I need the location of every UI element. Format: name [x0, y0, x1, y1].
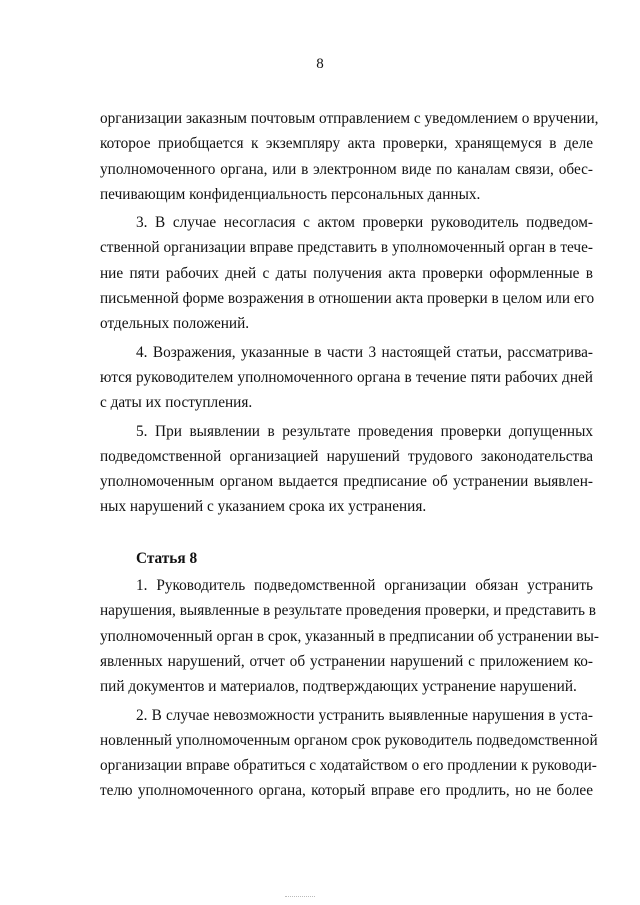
paragraph-line: письменной форме возражения в отношении акта проверки в целом или его — [100, 290, 595, 308]
paragraph — [100, 573, 599, 699]
paragraph-line: уполномоченного органа, или в электронном виде по каналам связи, обес- — [100, 160, 593, 178]
paragraph-line: 4. Возражения, указанные в части 3 настоящей статьи, рассматрива- — [136, 343, 593, 361]
page-number: 8 — [316, 56, 324, 72]
paragraph-line: организации заказным почтовым отправлением с уведомлением о вручении, — [100, 110, 599, 127]
paragraph-line: отдельных положений. — [100, 315, 250, 333]
paragraph-line: ственной организации вправе представить в уполномоченный орган в тече- — [100, 239, 593, 257]
paragraph-line: явленных нарушений, отчет об устранении нарушений с приложением ко- — [100, 652, 593, 670]
article-heading: Статья 8 — [136, 549, 198, 567]
paragraph — [100, 419, 593, 520]
paragraph — [100, 340, 593, 416]
paragraph-line: ются руководителем уполномоченного органа в течение пяти рабочих дней — [100, 368, 593, 386]
paragraph-line: 5. При выявлении в результате проведения проверки допущенных — [136, 422, 593, 440]
paragraphs-after-heading — [100, 573, 599, 804]
footer-mark — [285, 896, 315, 899]
paragraph-line: с даты их поступления. — [100, 394, 253, 412]
paragraph-line: пий документов и материалов, подтверждающих устранение нарушений. — [100, 678, 577, 696]
paragraph — [100, 703, 598, 804]
paragraph-line: печивающим конфиденциальность персональных данных. — [100, 185, 481, 203]
paragraph-line: которое приобщается к экземпляру акта проверки, хранящемуся в деле — [100, 135, 593, 153]
paragraph-line: организации вправе обратиться с ходатайством о его продлении к руководи- — [100, 757, 597, 775]
document-body — [100, 106, 599, 807]
paragraph-line: 2. В случае невозможности устранить выявленные нарушения в уста- — [136, 706, 593, 724]
paragraph-line: телю уполномоченного органа, который вправе его продлить, но не более — [100, 782, 593, 800]
paragraph-line: ние пяти рабочих дней с даты получения акта проверки оформленные в — [100, 264, 593, 282]
paragraph-line: ных нарушений с указанием срока их устранения. — [100, 498, 427, 516]
paragraph-line: 3. В случае несогласия с актом проверки руководитель подведом- — [136, 214, 593, 232]
paragraph-line: 1. Руководитель подведомственной организации обязан устранить — [136, 577, 593, 595]
paragraph-line: нарушения, выявленные в результате проведения проверки, и представить в — [100, 602, 597, 620]
paragraph — [100, 210, 593, 336]
paragraph — [100, 106, 599, 207]
paragraph-line: уполномоченный орган в срок, указанный в предписании об устранении вы- — [100, 627, 599, 645]
paragraph-line: новленный уполномоченным органом срок руководитель подведомственной — [100, 731, 598, 749]
paragraph-line: уполномоченным органом выдается предписание об устранении выявлен- — [100, 473, 593, 491]
paragraphs-before-heading — [100, 106, 599, 520]
paragraph-line: подведомственной организацией нарушений трудового законодательства — [100, 447, 593, 465]
